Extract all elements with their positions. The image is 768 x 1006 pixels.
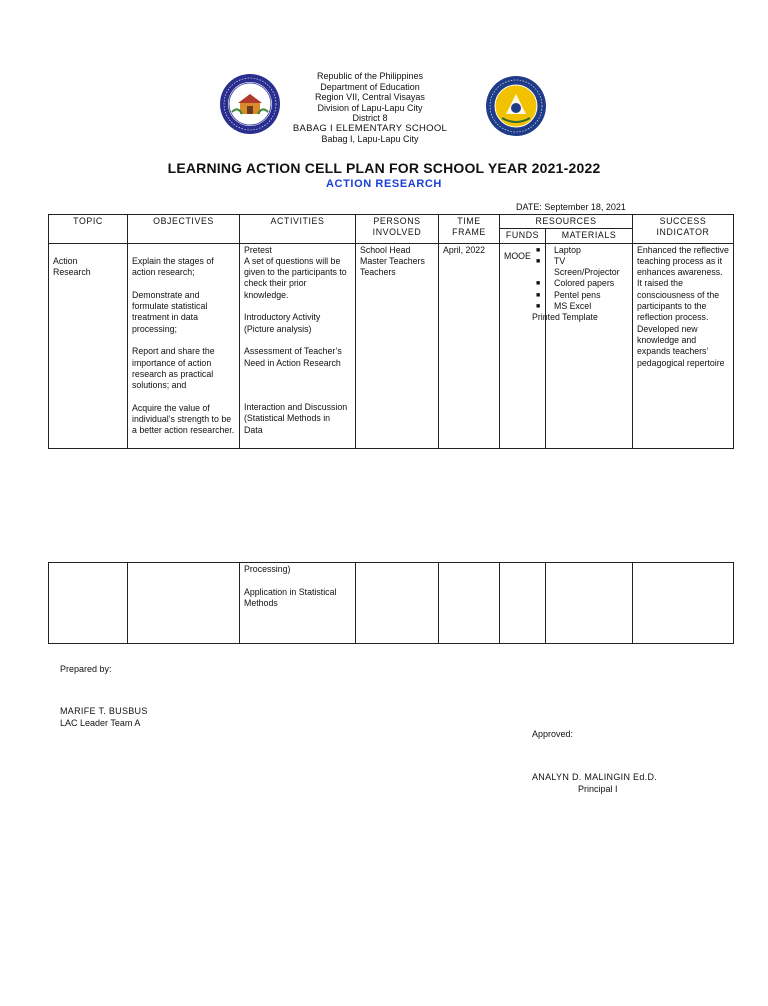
preparer-title: LAC Leader Team A: [60, 718, 141, 728]
person-item: Master Teachers: [360, 255, 425, 266]
cell-persons: [356, 243, 439, 448]
objective-item: Explain the stages of action research;: [132, 255, 214, 278]
activity-application: Application in Statistical Methods: [244, 586, 337, 608]
person-item: Teachers: [360, 267, 396, 278]
material-item: [536, 289, 628, 301]
activity-interaction: Interaction and Discussion (Statistical Methods in Data: [244, 402, 348, 435]
school-address: Babag I, Lapu-Lapu City: [321, 134, 419, 144]
success-item: Developed new knowledge and expands teachers’ pedagogical repertoire: [637, 323, 725, 368]
header-resources: RESOURCES: [500, 215, 633, 229]
header-persons-involved: [356, 215, 439, 244]
letterhead: [250, 71, 490, 145]
material-printed-template: Printed Template: [532, 312, 598, 323]
header-text: TIME: [457, 216, 481, 226]
header-text: SUCCESS: [659, 216, 707, 226]
letterhead-line: Department of Education: [320, 81, 420, 92]
topic-text: Research: [53, 267, 91, 278]
plan-table: [48, 214, 734, 449]
activity-processing: Processing): [244, 564, 291, 574]
preparer-name: MARIFE T. BUSBUS: [60, 706, 148, 716]
cell-topic: [49, 563, 128, 644]
person-item: School Head: [360, 244, 411, 255]
header-text: FRAME: [452, 227, 486, 238]
material-item: [536, 255, 628, 279]
bullet-icon: ■: [536, 291, 541, 299]
cell-time-frame: [439, 563, 500, 644]
letterhead-line: District 8: [352, 113, 388, 123]
cell-funds: [500, 563, 546, 644]
cell-materials: [532, 243, 633, 448]
cell-activities: [240, 243, 356, 448]
material-text: MS Excel: [554, 301, 592, 312]
bullet-icon: ■: [536, 246, 541, 254]
cell-success-indicator: [633, 243, 734, 448]
success-item: Enhanced the reflective teaching process as it enhances awareness.: [637, 244, 729, 278]
deped-seal-icon: [484, 74, 548, 138]
cell-objectives: [128, 563, 240, 644]
activity-pretest: Pretest: [244, 244, 272, 255]
table-row: [49, 243, 734, 448]
material-text: TV Screen/Projector: [554, 255, 620, 278]
objective-item: Acquire the value of individual’s strength to be a better action researcher.: [132, 402, 235, 436]
plan-table-continued: [48, 562, 734, 644]
document-subtitle: ACTION RESEARCH: [326, 178, 442, 190]
header-funds: FUNDS: [500, 229, 546, 243]
cell-materials: [546, 563, 633, 644]
bullet-icon: ■: [536, 303, 541, 311]
material-item: [536, 278, 628, 289]
table-row: [49, 563, 734, 644]
header-materials: MATERIALS: [546, 229, 633, 243]
cell-persons: [356, 563, 439, 644]
cell-success-indicator: [633, 563, 734, 644]
header-topic: TOPIC: [49, 215, 128, 244]
objective-item: Demonstrate and formulate statistical treatment in data processing;: [132, 289, 208, 334]
cell-topic: [49, 243, 128, 448]
approver-title: Principal I: [578, 784, 618, 794]
cell-activities: [240, 563, 356, 644]
letterhead-line: Division of Lapu-Lapu City: [317, 102, 423, 113]
header-time-frame: [439, 215, 500, 244]
header-activities: ACTIVITIES: [240, 215, 356, 244]
bullet-icon: ■: [536, 257, 541, 265]
activity-assessment: Assessment of Teacher’s Need in Action Research: [244, 346, 342, 368]
topic-text: Action: [53, 255, 78, 266]
material-text: Laptop: [554, 244, 581, 255]
header-text: INVOLVED: [372, 227, 422, 238]
material-text: Pentel pens: [554, 289, 601, 300]
approved-label: Approved:: [532, 729, 574, 739]
document-title: LEARNING ACTION CELL PLAN FOR SCHOOL YEAR 2021-2022: [167, 160, 601, 176]
objective-item: Report and share the importance of action research as practical solutions; and: [132, 346, 215, 391]
material-item: [536, 244, 628, 256]
header-text: INDICATOR: [656, 227, 710, 238]
cell-funds: [500, 243, 546, 448]
cell-time-frame: April, 2022: [439, 243, 500, 448]
header-success-indicator: [633, 215, 734, 244]
material-text: Colored papers: [554, 278, 615, 289]
header-text: PERSONS: [373, 216, 421, 226]
prepared-by-label: Prepared by:: [60, 664, 112, 674]
activity-pretest-desc: A set of questions will be given to the participants to check their prior knowledge.: [244, 255, 347, 300]
funds-text: MOOE: [504, 250, 531, 261]
letterhead-line: Region VII, Central Visayas: [315, 92, 425, 102]
bullet-icon: ■: [536, 280, 541, 288]
activity-intro: Introductory Activity (Picture analysis): [244, 312, 321, 334]
cell-objectives: [128, 243, 240, 448]
header-objectives: OBJECTIVES: [128, 215, 240, 244]
letterhead-line: Republic of the Philippines: [316, 71, 424, 81]
success-item: It raised the consciousness of the participants to the reflection process.: [637, 278, 720, 323]
document-date: DATE: September 18, 2021: [516, 202, 626, 212]
material-item: [536, 301, 628, 312]
approver-name: ANALYN D. MALINGIN Ed.D.: [532, 772, 658, 782]
school-name: BABAG I ELEMENTARY SCHOOL: [292, 122, 448, 134]
